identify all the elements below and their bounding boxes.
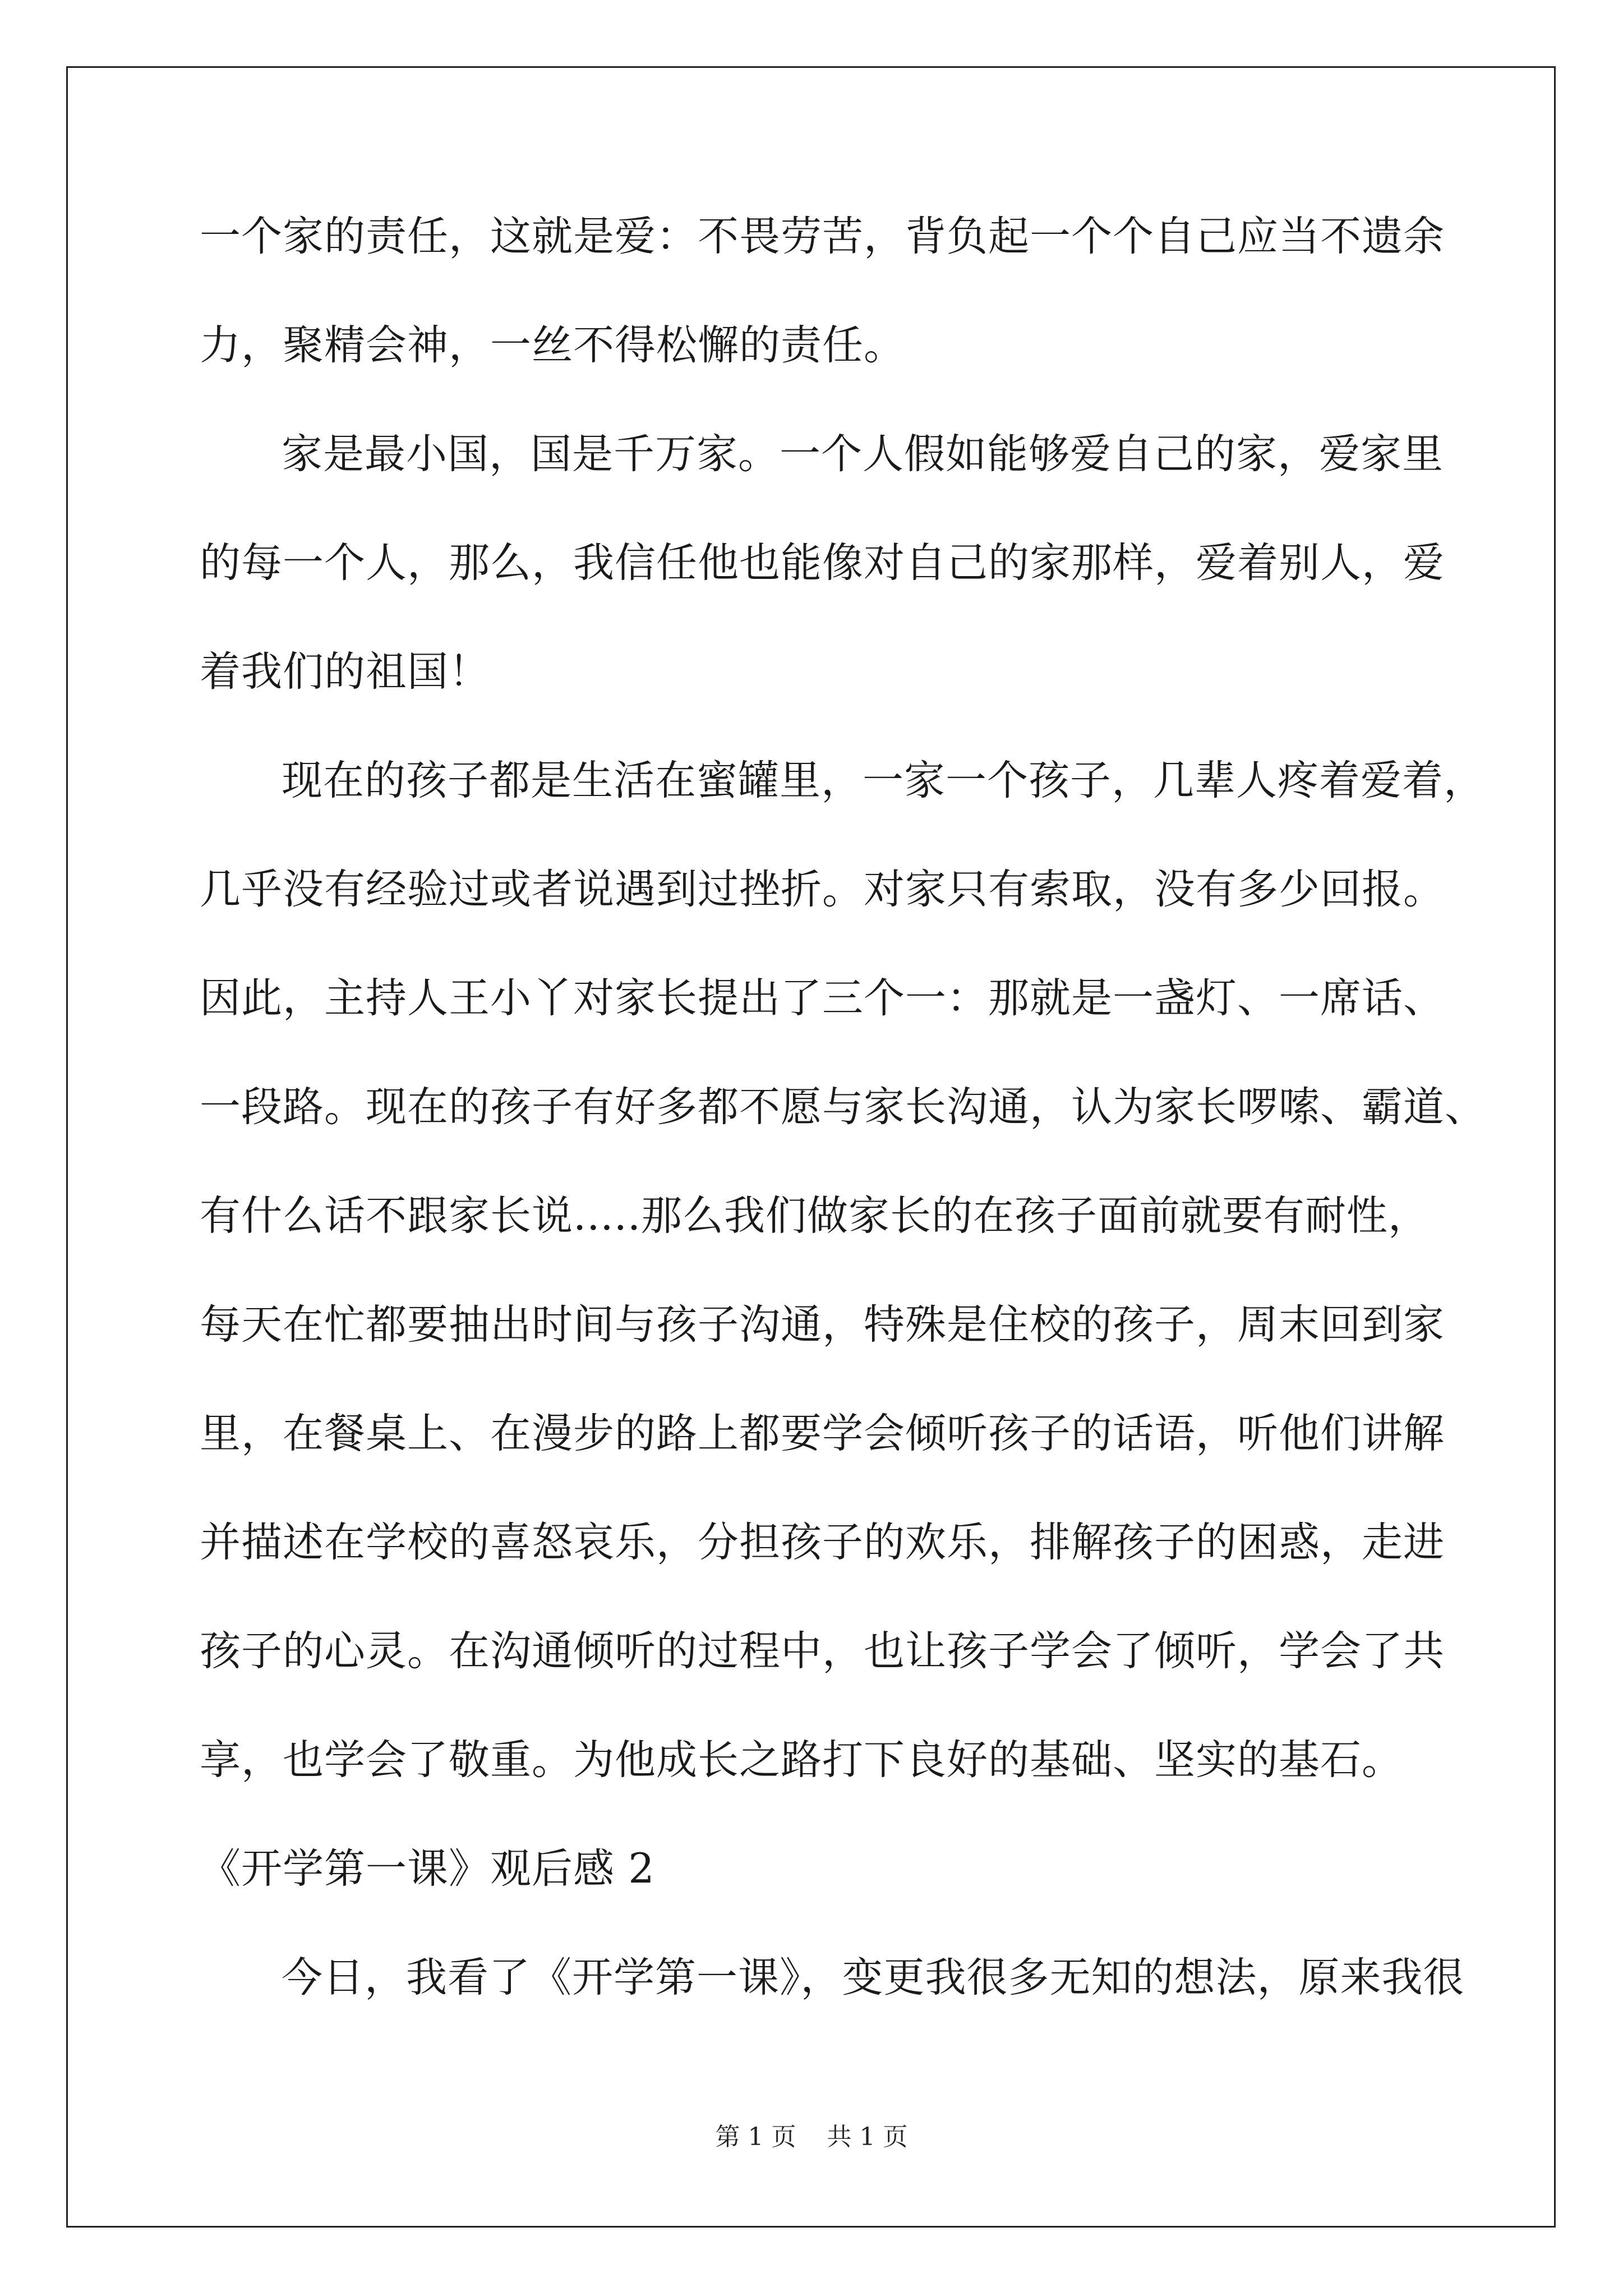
text-line: 里，在餐桌上、在漫步的路上都要学会倾听孩子的话语，听他们讲解 <box>200 1410 1445 1457</box>
text-line: 因此，主持人王小丫对家长提出了三个一：那就是一盏灯、一席话、 <box>200 974 1445 1022</box>
paragraph-start-line: 今日，我看了《开学第一课》，变更我很多无知的想法，原来我很 <box>282 1954 1465 2001</box>
page-footer <box>0 2120 1623 2154</box>
page-total: 共 1 页 <box>827 2123 908 2151</box>
text-line: 一段路。现在的孩子有好多都不愿与家长沟通，认为家长啰嗦、霸道、 <box>200 1083 1486 1131</box>
text-line: 每天在忙都要抽出时间与孩子沟通，特殊是住校的孩子，周末回到家 <box>200 1301 1445 1349</box>
text-line: 一个家的责任，这就是爱：不畏劳苦，背负起一个个自己应当不遗余 <box>200 213 1445 260</box>
text-line: 孩子的心灵。在沟通倾听的过程中，也让孩子学会了倾听，学会了共 <box>200 1627 1445 1675</box>
page-number: 第 1 页 <box>715 2123 796 2151</box>
text-line: 有什么话不跟家长说.....那么我们做家长的在孩子面前就要有耐性， <box>200 1192 1430 1240</box>
paragraph-start-line: 现在的孩子都是生活在蜜罐里，一家一个孩子，几辈人疼着爱着， <box>282 757 1485 804</box>
text-line: 力，聚精会神，一丝不得松懈的责任。 <box>200 321 905 369</box>
text-line: 着我们的祖国！ <box>200 648 490 696</box>
text-line: 几乎没有经验过或者说遇到过挫折。对家只有索取，没有多少回报。 <box>200 866 1445 913</box>
page-border <box>66 66 1556 2228</box>
text-line: 的每一个人，那么，我信任他也能像对自己的家那样，爱着别人，爱 <box>200 539 1445 587</box>
text-line: 并描述在学校的喜怒哀乐，分担孩子的欢乐，排解孩子的困惑，走进 <box>200 1519 1445 1566</box>
paragraph-start-line: 家是最小国，国是千万家。一个人假如能够爱自己的家，爱家里 <box>282 430 1444 478</box>
text-line: 享，也学会了敬重。为他成长之路打下良好的基础、坚实的基石。 <box>200 1736 1403 1784</box>
section-heading: 《开学第一课》观后感 2 <box>200 1845 655 1893</box>
